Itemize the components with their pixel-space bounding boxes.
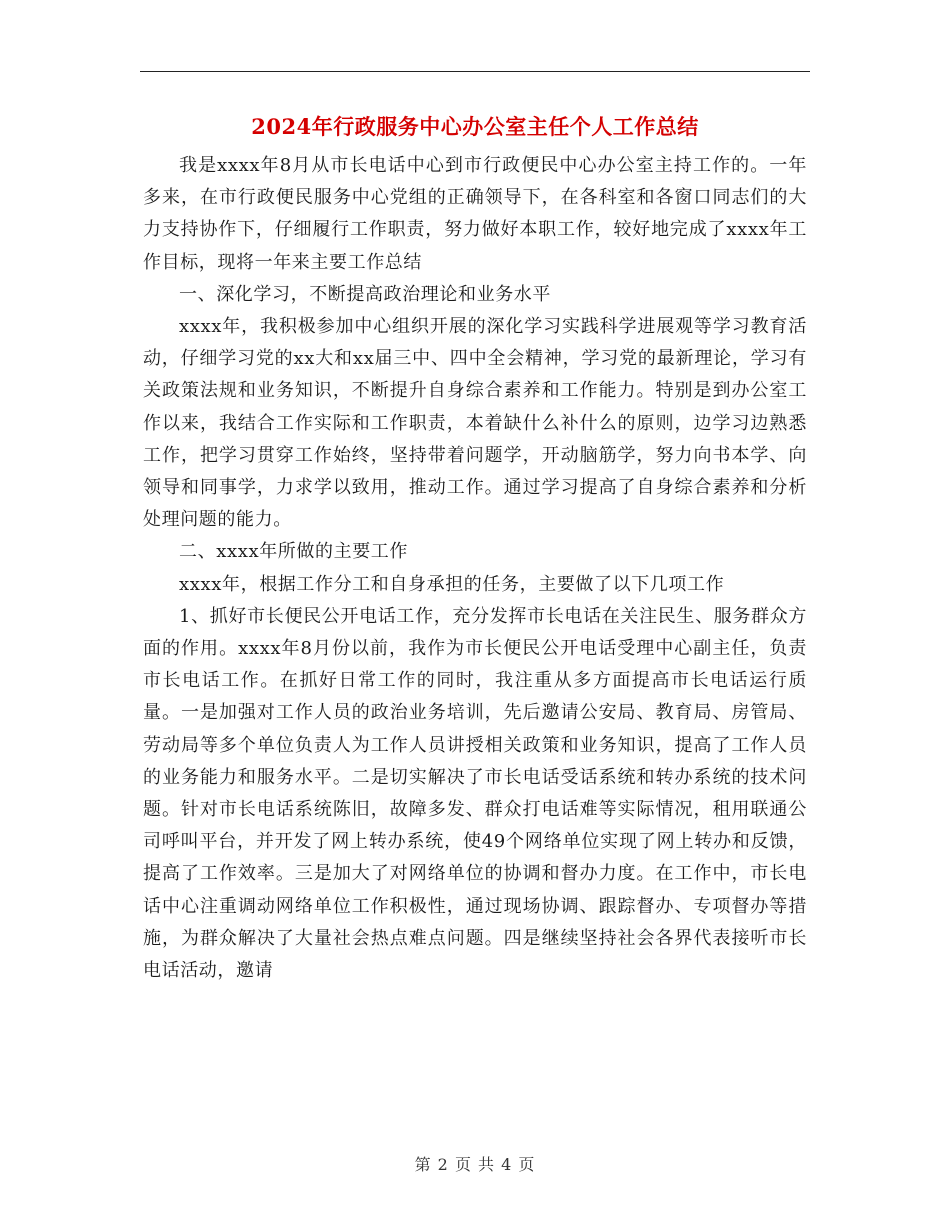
header-rule [140, 71, 810, 72]
section-heading-1: 一、深化学习，不断提高政治理论和业务水平 [179, 283, 551, 305]
section-heading-2: 二、xxxx年所做的主要工作 [179, 541, 409, 563]
paragraph-work-overview: xxxx年，根据工作分工和自身承担的任务，主要做了以下几项工作 [179, 573, 725, 595]
paragraph-intro: 我是xxxx年8月从市长电话中心到市行政便民中心办公室主持工作的。一年多来，在市行政便民服务中心党组的正确领导下，在各科室和各窗口同志们的大力支持协作下，仔细履行工作职责，努力做好本职工作，较好地完成了xxxx年工作目标，现将一年来主要工作总结 [143, 155, 807, 273]
paragraph-study: xxxx年，我积极参加中心组织开展的深化学习实践科学进展观等学习教育活动，仔细学习党的xx大和xx届三中、四中全会精神，学习党的最新理论，学习有关政策法规和业务知识，不断提升自身综合素养和工作能力。特别是到办公室工作以来，我结合工作实际和工作职责，本着缺什么补什么的原则，边学习边熟悉工作，把学习贯穿工作始终，坚持带着问题学，开动脑筋学，努力向书本学、向领导和同事学，力求学以致用，推动工作。通过学习提高了自身综合素养和分析处理问题的能力。 [143, 316, 807, 531]
page-number-footer: 第 2 页 共 4 页 [414, 1155, 536, 1174]
paragraph-hotline-work: 1、抓好市长便民公开电话工作，充分发挥市长电话在关注民生、服务群众方面的作用。xxxx年8月份以前，我作为市长便民公开电话受理中心副主任，负责市长电话工作。在抓好日常工作的同时，我注重从多方面提高市长电话运行质量。一是加强对工作人员的政治业务培训，先后邀请公安局、教育局、房管局、劳动局等多个单位负责人为工作人员讲授相关政策和业务知识，提高了工作人员的业务能力和服务水平。二是切实解决了市长电话受话系统和转办系统的技术问题。针对市长电话系统陈旧，故障多发、群众打电话难等实际情况，租用联通公司呼叫平台，并开发了网上转办系统，使49个网络单位实现了网上转办和反馈，提高了工作效率。三是加大了对网络单位的协调和督办力度。在工作中，市长电话中心注重调动网络单位工作积极性，通过现场协调、跟踪督办、专项督办等措施，为群众解决了大量社会热点难点问题。四是继续坚持社会各界代表接听市长电话活动，邀请 [143, 605, 807, 982]
document-title: 2024年行政服务中心办公室主任个人工作总结 [251, 114, 699, 139]
document-body [143, 150, 807, 987]
